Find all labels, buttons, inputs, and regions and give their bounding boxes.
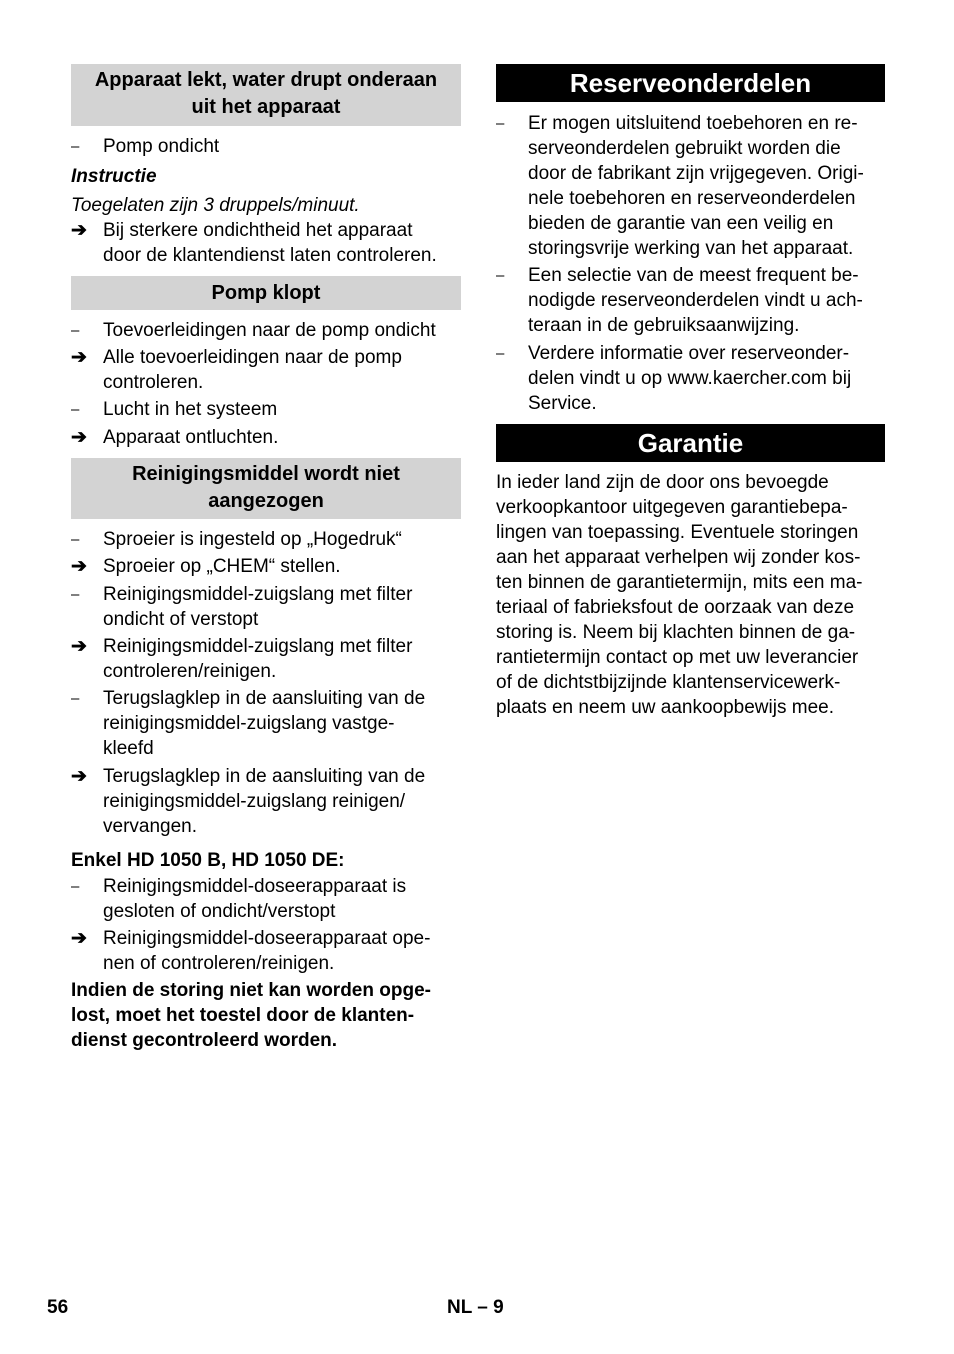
instructie-label: Instructie bbox=[71, 166, 157, 187]
arrow-right-icon: ➔ bbox=[71, 766, 87, 787]
section-heading-pump: Pomp klopt bbox=[71, 276, 461, 310]
paragraph-line: of de dichtstbijzijnde klantenservicewerk- bbox=[496, 672, 841, 693]
heading-line: Apparaat lekt, water drupt onderaan bbox=[94, 69, 438, 91]
action-text: Terugslagklep in de aansluiting van de bbox=[103, 766, 426, 787]
arrow-right-icon: ➔ bbox=[71, 220, 87, 241]
action-text: Apparaat ontluchten. bbox=[103, 427, 279, 448]
closing-note bbox=[71, 978, 431, 1053]
arrow-right-icon: ➔ bbox=[71, 427, 87, 448]
paragraph-line: ten binnen de garantietermijn, mits een ma- bbox=[496, 572, 863, 593]
dash-marker: – bbox=[496, 267, 505, 284]
paragraph-line: verkoopkantoor uitgegeven garantiebepa- bbox=[496, 497, 848, 518]
fault-text: Toevoerleidingen naar de pomp ondicht bbox=[103, 320, 436, 341]
page-number: 56 bbox=[47, 1297, 69, 1318]
action-text: controleren/reinigen. bbox=[103, 661, 277, 682]
action-text: controleren. bbox=[103, 372, 204, 393]
list-item-line: nele toebehoren en reserveonderdelen bbox=[528, 188, 856, 209]
dash-marker: – bbox=[496, 115, 505, 132]
action-text: reinigingsmiddel-zuigslang reinigen/ bbox=[103, 791, 406, 812]
paragraph-line: lingen van toepassing. Eventuele storingen bbox=[496, 522, 859, 543]
model-subheading: Enkel HD 1050 B, HD 1050 DE: bbox=[71, 850, 345, 871]
fault-text: ondicht of verstopt bbox=[103, 609, 259, 630]
list-item-line: door de fabrikant zijn vrijgegeven. Origi- bbox=[528, 163, 864, 184]
dash-marker: – bbox=[496, 345, 505, 362]
list-item-line: delen vindt u op www.kaercher.com bij bbox=[528, 368, 852, 389]
action-text: Reinigingsmiddel-zuigslang met filter bbox=[103, 636, 413, 657]
fault-text: reinigingsmiddel-zuigslang vastge- bbox=[103, 713, 395, 734]
paragraph-line: aan het apparaat verhelpen wij zonder kos- bbox=[496, 547, 861, 568]
dash-marker: – bbox=[71, 586, 80, 603]
action-text: nen of controleren/reinigen. bbox=[103, 953, 335, 974]
dash-marker: – bbox=[71, 322, 80, 339]
arrow-right-icon: ➔ bbox=[71, 556, 87, 577]
list-item-line: teraan in de gebruiksaanwijzing. bbox=[528, 315, 800, 336]
dash-marker: – bbox=[71, 401, 80, 418]
list-item-line: Service. bbox=[528, 393, 597, 414]
dash-marker: – bbox=[71, 138, 80, 155]
paragraph-line: plaats en neem uw aankoopbewijs mee. bbox=[496, 697, 834, 718]
action-text: vervangen. bbox=[103, 816, 198, 837]
list-item-line: Een selectie van de meest frequent be- bbox=[528, 265, 859, 286]
list-item-line: storingsvrije werking van het apparaat. bbox=[528, 238, 854, 259]
heading-line: aangezogen bbox=[208, 490, 324, 512]
action-text: Reinigingsmiddel-doseerapparaat ope- bbox=[103, 928, 431, 949]
arrow-right-icon: ➔ bbox=[71, 928, 87, 949]
arrow-right-icon: ➔ bbox=[71, 347, 87, 368]
list-item-line: bieden de garantie van een veilig en bbox=[528, 213, 834, 234]
fault-text: Terugslagklep in de aansluiting van de bbox=[103, 688, 426, 709]
arrow-right-icon: ➔ bbox=[71, 636, 87, 657]
fault-text: Reinigingsmiddel-doseerapparaat is bbox=[103, 876, 407, 897]
dash-marker: – bbox=[71, 690, 80, 707]
list-item-line: Er mogen uitsluitend toebehoren en re- bbox=[528, 113, 858, 134]
action-text: Alle toevoerleidingen naar de pomp bbox=[103, 347, 402, 368]
fault-text: Pomp ondicht bbox=[103, 136, 220, 157]
warranty-paragraph bbox=[496, 470, 862, 720]
list-item-line: nodigde reserveonderdelen vindt u ach- bbox=[528, 290, 863, 311]
closing-line: lost, moet het toestel door de klanten- bbox=[71, 1005, 415, 1026]
fault-text: kleefd bbox=[103, 738, 154, 759]
paragraph-line: storing is. Neem bij klachten binnen de ga- bbox=[496, 622, 856, 643]
paragraph-line: In ieder land zijn de door ons bevoegde bbox=[496, 472, 829, 493]
section-heading-warranty: Garantie bbox=[496, 424, 885, 462]
fault-text: gesloten of ondicht/verstopt bbox=[103, 901, 336, 922]
section-heading-leak bbox=[71, 64, 461, 126]
paragraph-line: teriaal of fabrieksfout de oorzaak van deze bbox=[496, 597, 855, 618]
paragraph-line: rantietermijn contact op met uw leverancier bbox=[496, 647, 859, 668]
heading-line: uit het apparaat bbox=[191, 96, 341, 118]
dash-marker: – bbox=[71, 531, 80, 548]
fault-text: Lucht in het systeem bbox=[103, 399, 278, 420]
section-heading-spare-parts: Reserveonderdelen bbox=[496, 64, 885, 102]
closing-line: Indien de storing niet kan worden opge- bbox=[71, 980, 431, 1001]
list-item-line: Verdere informatie over reserveonder- bbox=[528, 343, 850, 364]
action-text: door de klantendienst laten controleren. bbox=[103, 245, 437, 266]
action-text: Bij sterkere ondichtheid het apparaat bbox=[103, 220, 413, 241]
section-page-ref: NL – 9 bbox=[447, 1297, 504, 1318]
action-text: Sproeier op „CHEM“ stellen. bbox=[103, 556, 341, 577]
dash-marker: – bbox=[71, 878, 80, 895]
closing-line: dienst gecontroleerd worden. bbox=[71, 1030, 338, 1051]
fault-text: Reinigingsmiddel-zuigslang met filter bbox=[103, 584, 413, 605]
heading-line: Reinigingsmiddel wordt niet bbox=[132, 463, 400, 485]
instructie-text: Toegelaten zijn 3 druppels/minuut. bbox=[71, 195, 360, 216]
fault-text: Sproeier is ingesteld op „Hogedruk“ bbox=[103, 529, 402, 550]
list-item-line: serveonderdelen gebruikt worden die bbox=[528, 138, 841, 159]
section-heading-detergent bbox=[71, 458, 461, 519]
